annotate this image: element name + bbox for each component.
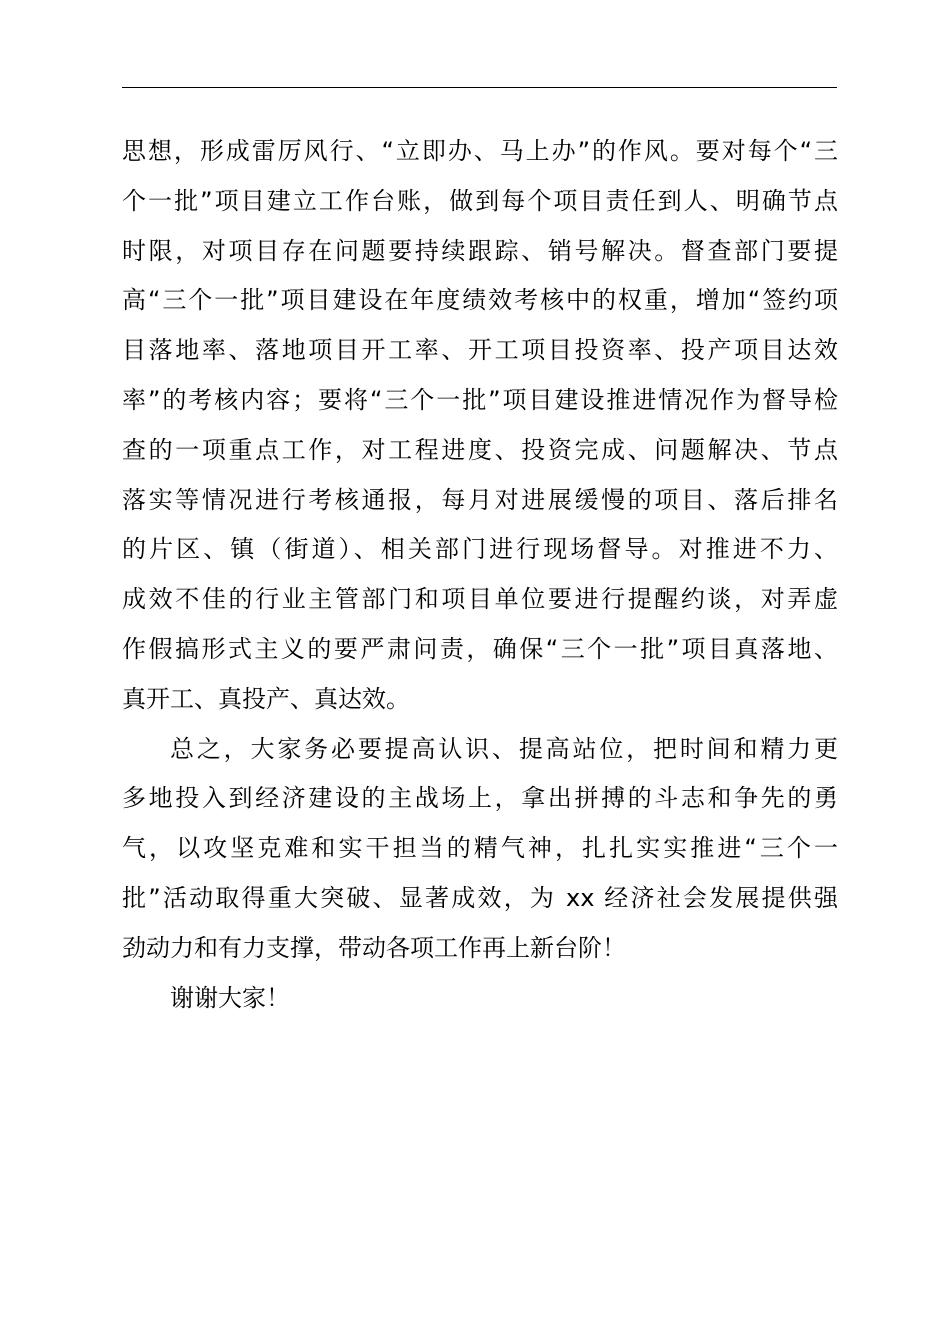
paragraph-1-line: 率”的考核内容；要将“三个一批”项目建设推进情况作为督导检 [122, 385, 838, 414]
paragraph-2-line: 多地投入到经济建设的主战场上，拿出拼搏的斗志和争先的勇 [122, 784, 838, 813]
paragraph-2-line: 批”活动取得重大突破、显著成效，为 xx 经济社会发展提供强 [122, 883, 838, 912]
closing-paragraph [122, 974, 838, 1024]
paragraph-1-line: 落实等情况进行考核通报，每月对进展缓慢的项目、落后排名 [122, 485, 838, 514]
paragraph-1-line: 目落地率、落地项目开工率、开工项目投资率、投产项目达效 [122, 336, 838, 365]
paragraph-2-line: 气，以攻坚克难和实干担当的精气神，扎扎实实推进“三个一 [122, 834, 838, 863]
paragraph-1-line: 作假搞形式主义的要严肃问责，确保“三个一批”项目真落地、 [122, 634, 838, 663]
paragraph-1-line: 时限，对项目存在问题要持续跟踪、销号解决。督查部门要提 [122, 236, 838, 265]
paragraph-2-first-line: 总之，大家务必要提高认识、提高站位，把时间和精力更 [170, 734, 838, 763]
paragraph-1-line: 查的一项重点工作，对工程进度、投资完成、问题解决、节点 [122, 435, 838, 464]
paragraph-1-line: 个一批”项目建立工作台账，做到每个项目责任到人、明确节点 [122, 186, 838, 215]
header-rule [122, 87, 837, 88]
body-text [122, 127, 838, 1023]
paragraph-2-last-line: 劲动力和有力支撑，带动各项工作再上新台阶！ [122, 933, 626, 962]
paragraph-1-last-line: 真开工、真投产、真达效。 [122, 684, 410, 713]
closing-text: 谢谢大家！ [170, 983, 290, 1012]
paragraph-2 [122, 725, 838, 974]
paragraph-1-line: 思想，形成雷厉风行、“立即办、马上办”的作风。要对每个“三 [122, 137, 838, 165]
paragraph-1-line: 高“三个一批”项目建设在年度绩效考核中的权重，增加“签约项 [122, 286, 838, 315]
paragraph-1-line: 成效不佳的行业主管部门和项目单位要进行提醒约谈，对弄虚 [122, 585, 838, 614]
paragraph-1 [122, 127, 838, 725]
paragraph-1-line: 的片区、镇（街道）、相关部门进行现场督导。对推进不力、 [122, 535, 838, 564]
